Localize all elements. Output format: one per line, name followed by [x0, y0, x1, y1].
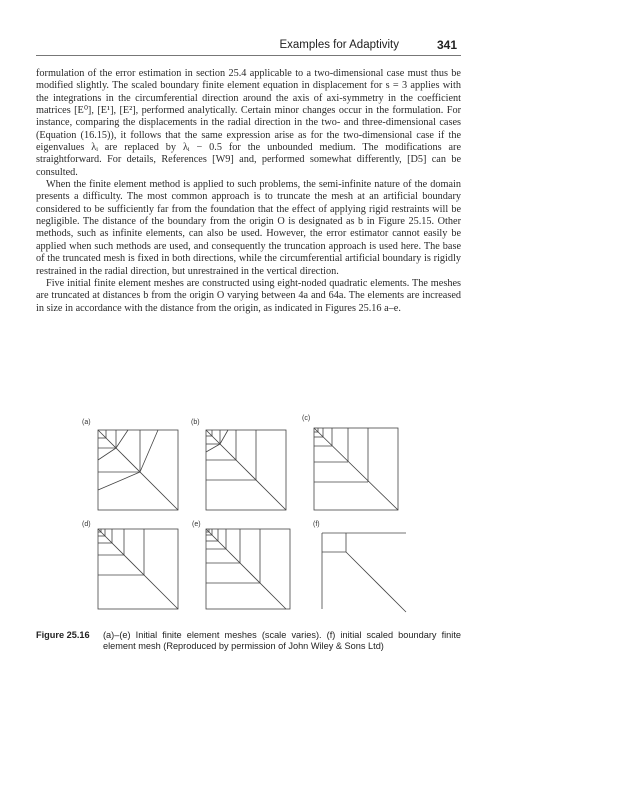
figure-caption: [36, 630, 461, 652]
caption-text: (a)–(e) Initial finite element meshes (scale varies). (f) initial scaled boundary finite element mesh (Reproduced by permission of John Wiley & Sons Ltd): [103, 630, 461, 651]
body-text: [36, 68, 461, 315]
panel-label-a: (a): [82, 419, 91, 426]
running-head: [36, 38, 461, 56]
paragraph-1: formulation of the error estimation in section 25.4 applicable to a two-dimensional case must thus be modified slightly. The scaled boundary finite element equation in displacement for s = 3 applies with the integrations in the circumferential direction around the axis of axi-symmetry in the coefficient matrices [E⁰], [E¹], [E²], performed analytically. Certain minor changes occur in the formulation. For instance, comparing the displacements in the radial direction in the two- and three-dimensional cases (Equation (16.15)), it follows that the same expression arise as for the two-dimensional case if the eigenvalues λᵢ are replaced by λᵢ − 0.5 for the unbounded medium. The modifications are straightforward. For details, References [W9] and, performed somewhat differently, [D5] can be consulted.: [36, 68, 461, 178]
panel-label-b: (b): [191, 419, 200, 426]
panel-label-c: (c): [302, 415, 311, 422]
mesh-panel-e: [206, 529, 290, 609]
paragraph-3: Five initial finite element meshes are constructed using eight-noded quadratic elements. The meshes are truncated at distances b from the origin O varying between 4a and 64a. The elements are increased in size in accordance with the distance from the origin, as indicated in Figures 25.16 a–e.: [36, 277, 461, 314]
panel-label-e: (e): [192, 521, 201, 528]
caption-label: Figure 25.16: [36, 630, 90, 640]
paragraph-2: When the finite element method is applied to such problems, the semi-infinite nature of the domain presents a difficulty. The most common approach is to truncate the mesh at an artificial boundary considered to be sufficiently far from the foundation that the effect of applying rigid restraints will be negligible. The distance of the boundary from the origin O is designated as b in Figure 25.15. Other methods, such as infinite elements, can also be used. However, the error estimator cannot easily be applied when such methods are used, and consequently the truncation approach is used here. The base of the truncated mesh is fixed in both directions, while the circumferential artificial boundary is rigidly restrained in the radial direction, but unrestrained in the vertical direction.: [36, 179, 461, 277]
mesh-panel-c: [314, 428, 398, 510]
running-title: Examples for Adaptivity: [279, 39, 399, 51]
mesh-panel-f: [322, 533, 406, 612]
mesh-panel-a: [98, 430, 178, 510]
panel-label-d: (d): [82, 521, 91, 528]
mesh-panel-b: [206, 430, 286, 510]
panel-label-f: (f): [313, 521, 320, 528]
page-number: 341: [436, 38, 457, 52]
mesh-panel-d: [98, 529, 178, 609]
